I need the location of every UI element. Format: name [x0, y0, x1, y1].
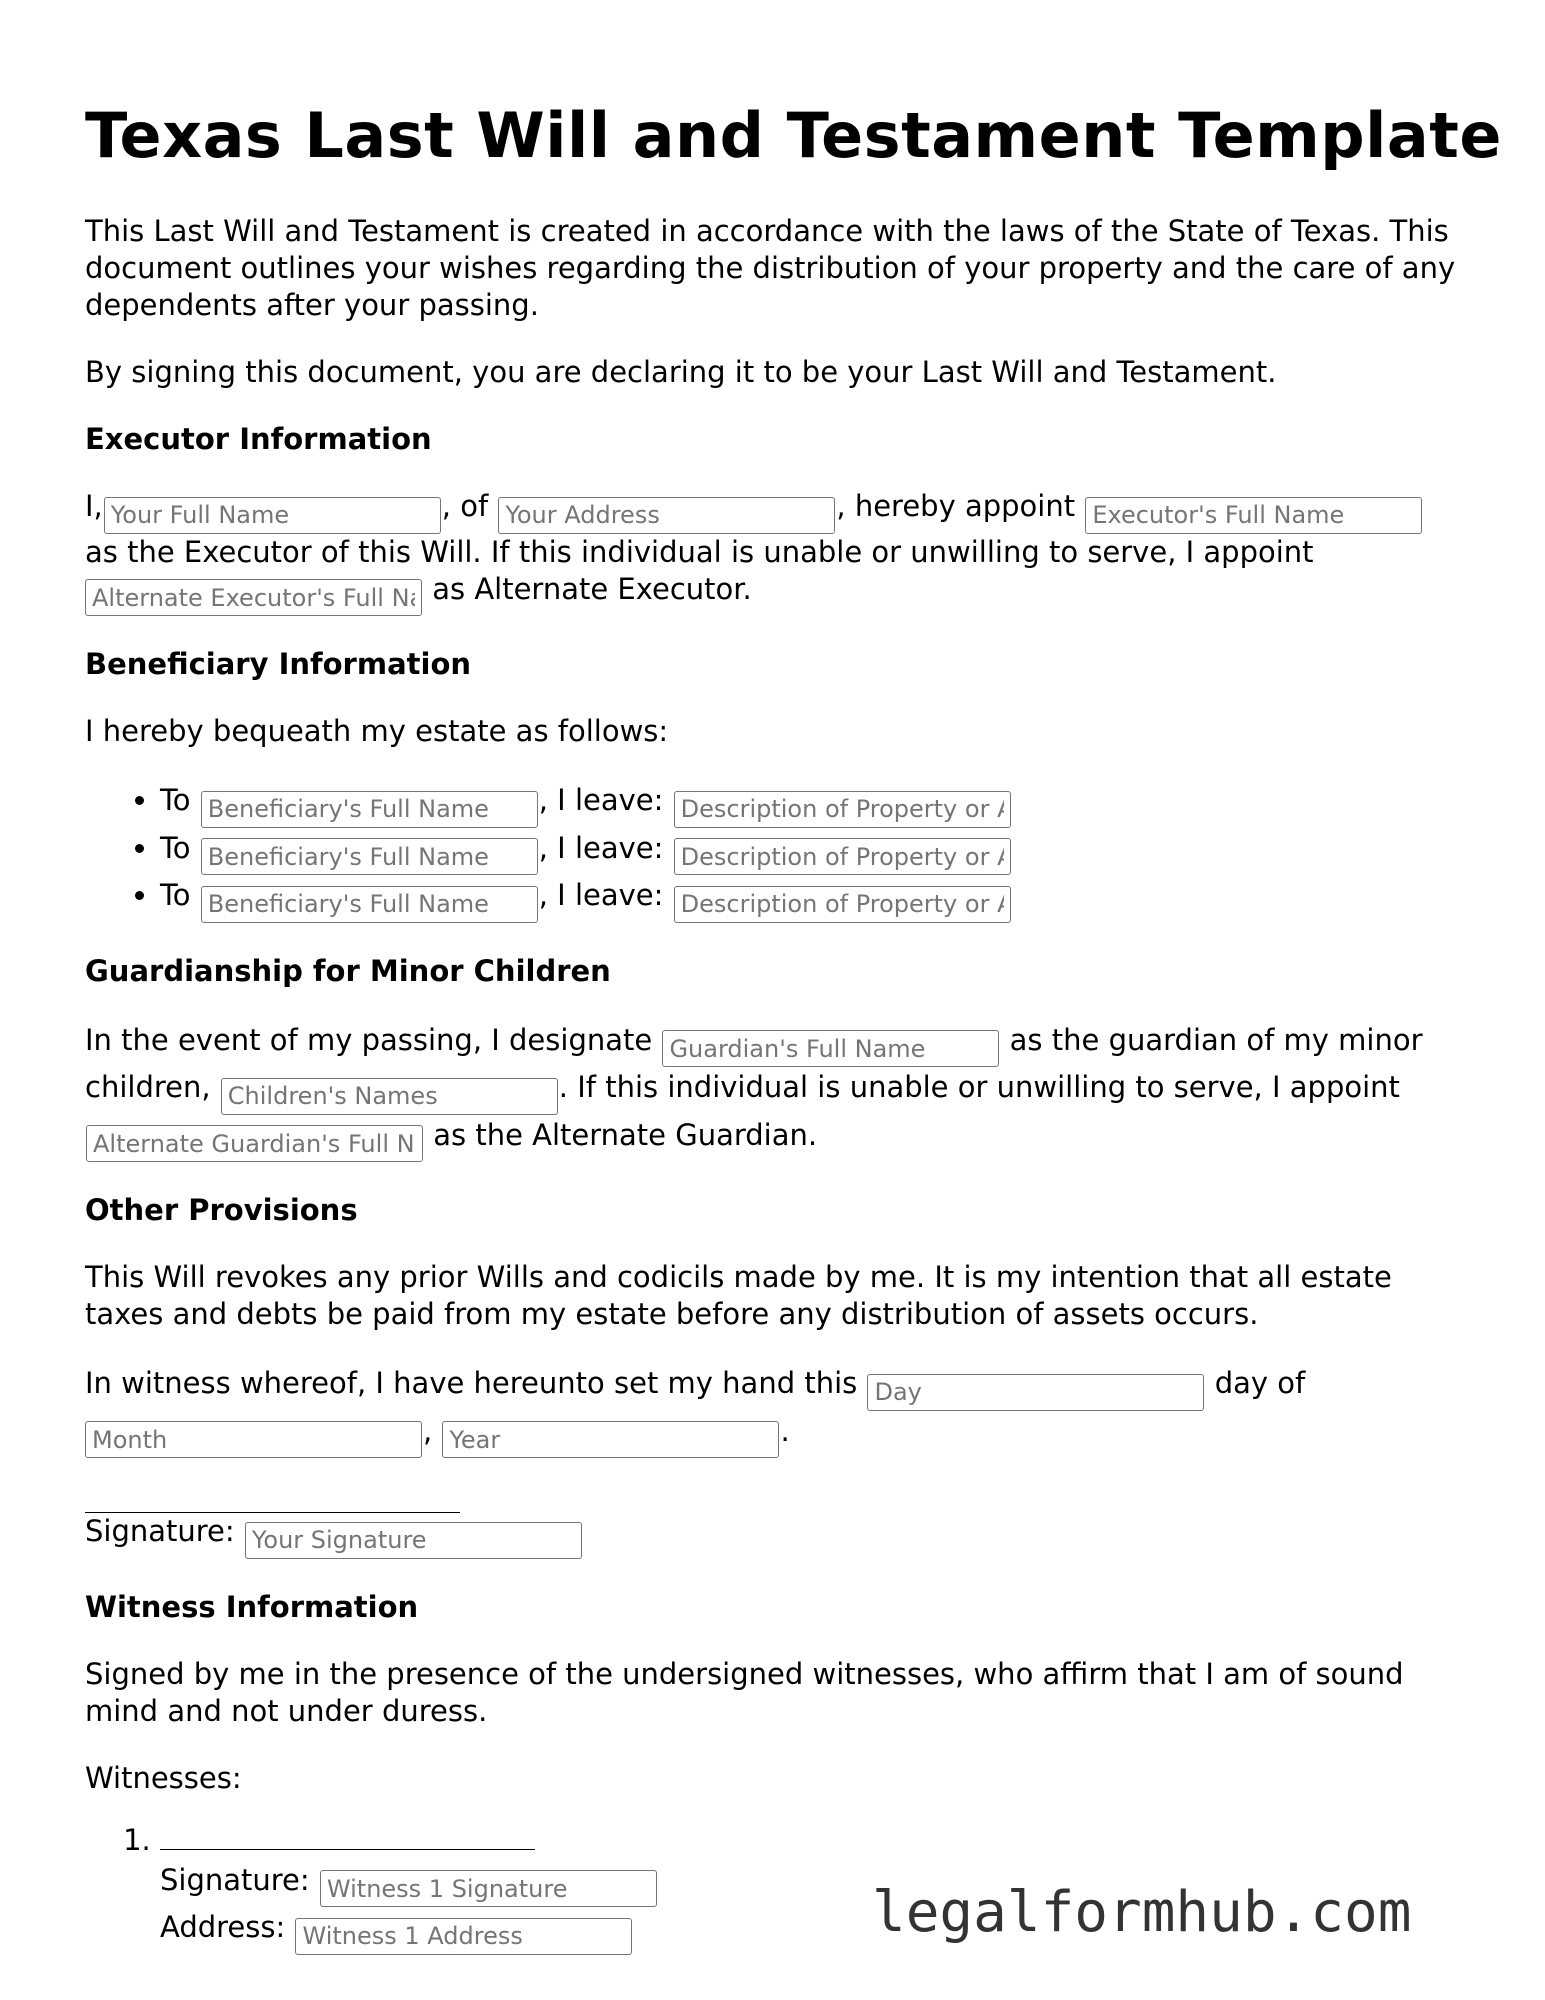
witness-1-signature-input[interactable]	[320, 1870, 657, 1907]
testator-address-input[interactable]	[498, 497, 835, 534]
beneficiary-3-name-input[interactable]	[201, 886, 538, 923]
guardianship-text: In the event of my passing, I designate	[85, 1022, 653, 1057]
revocation-paragraph: This Will revokes any prior Wills and codicils made by me. It is my intention that all estate taxes and debts be paid from my estate before any distribution of assets occurs.	[85, 1260, 1392, 1332]
beneficiary-3-property-input[interactable]	[674, 886, 1011, 923]
intro-paragraph: This Last Will and Testament is created in accordance with the laws of the State of Texas. This document outlines your wishes regarding the distribution of your property and the care of any dependents after your passing.	[85, 214, 1456, 323]
document	[85, 99, 1502, 1985]
witness-heading: Witness Information	[85, 1589, 419, 1624]
beneficiary-intro: I hereby bequeath my estate as follows:	[85, 714, 669, 749]
year-input[interactable]	[442, 1421, 779, 1458]
testator-name-input[interactable]	[104, 497, 441, 534]
testator-signature-block	[85, 1506, 1465, 1559]
list-item	[160, 875, 1465, 923]
executor-name-input[interactable]	[1085, 497, 1422, 534]
leave-label: , I leave:	[538, 878, 664, 913]
executor-text: I,	[85, 489, 103, 524]
date-text: day of	[1214, 1366, 1306, 1401]
guardianship-heading: Guardianship for Minor Children	[85, 953, 611, 988]
guardianship-paragraph	[85, 1020, 1465, 1163]
day-input[interactable]	[867, 1374, 1204, 1411]
other-provisions-heading: Other Provisions	[85, 1193, 358, 1228]
executor-text: as the Executor of this Will. If this individual is unable or unwilling to serve, I appoint	[85, 534, 1314, 569]
alternate-executor-input[interactable]	[85, 579, 422, 616]
executor-text: , of	[441, 489, 489, 524]
beneficiary-list	[85, 780, 1465, 923]
date-text: In witness whereof, I have hereunto set my hand this	[85, 1366, 858, 1401]
alternate-guardian-input[interactable]	[86, 1125, 423, 1162]
executor-paragraph	[85, 488, 1465, 616]
list-item	[160, 828, 1465, 876]
children-names-input[interactable]	[221, 1078, 558, 1115]
list-item	[160, 780, 1465, 828]
witness-paragraph: Signed by me in the presence of the undersigned witnesses, who affirm that I am of sound mind and not under duress.	[85, 1656, 1404, 1728]
guardianship-text: as the guardian of my minor children,	[85, 1022, 1423, 1105]
testator-signature-input[interactable]	[245, 1522, 582, 1559]
executor-text: as Alternate Executor.	[432, 571, 752, 606]
leave-label: , I leave:	[538, 830, 664, 865]
beneficiary-2-name-input[interactable]	[201, 838, 538, 875]
beneficiary-heading: Beneficiary Information	[85, 647, 472, 682]
witness-1-signature-line	[160, 1815, 535, 1850]
guardianship-text: . If this individual is unable or unwilling to serve, I appoint	[558, 1070, 1400, 1105]
beneficiary-1-property-input[interactable]	[674, 791, 1011, 828]
beneficiary-1-name-input[interactable]	[201, 791, 538, 828]
date-text: ,	[423, 1413, 433, 1448]
to-label: To	[160, 878, 191, 913]
to-label: To	[160, 830, 191, 865]
executor-heading: Executor Information	[85, 422, 432, 457]
page-title: Texas Last Will and Testament Template	[85, 99, 1502, 172]
date-text: .	[780, 1413, 790, 1448]
guardian-name-input[interactable]	[662, 1030, 999, 1067]
beneficiary-2-property-input[interactable]	[674, 838, 1011, 875]
witness-date-paragraph	[85, 1363, 1465, 1458]
witness-address-label: Address:	[160, 1910, 286, 1945]
to-label: To	[160, 783, 191, 818]
month-input[interactable]	[85, 1421, 422, 1458]
signature-line	[85, 1506, 460, 1513]
witness-signature-label: Signature:	[160, 1862, 310, 1897]
declaration-paragraph: By signing this document, you are declaring it to be your Last Will and Testament.	[85, 355, 1277, 390]
executor-text: , hereby appoint	[836, 489, 1076, 524]
witnesses-label: Witnesses:	[85, 1760, 242, 1795]
witness-1-address-input[interactable]	[295, 1918, 632, 1955]
guardianship-text: as the Alternate Guardian.	[433, 1117, 818, 1152]
signature-label: Signature:	[85, 1514, 235, 1549]
leave-label: , I leave:	[538, 783, 664, 818]
watermark: legalformhub.com	[872, 1880, 1412, 1945]
